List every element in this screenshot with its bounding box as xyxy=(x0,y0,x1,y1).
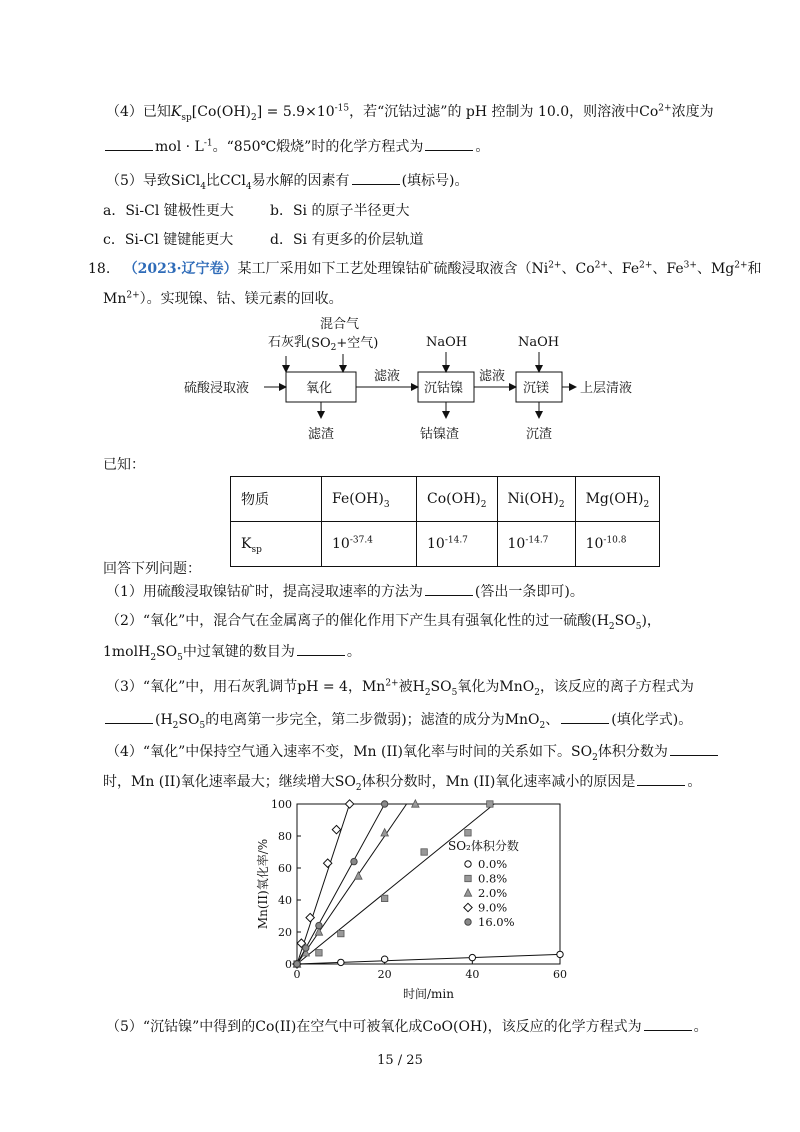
sub-question-3-line1: （3）“氧化”中，用石灰乳调节pH = 4，$Mn^{2+}$被$H_2SO_5$氧化为MnO$_2$，该反应的离子方程式为 xyxy=(106,678,694,698)
q4-line1: （4）已知$K_{sp}[Co(OH)_2] = 5.9\times 10^{-15}$，若“沉钴过滤”的 pH 控制为 10.0，则溶液中$Co^{2+}$浓度为 xyxy=(106,103,714,123)
option-b: b．Si 的原子半径更大 xyxy=(270,203,410,219)
process-flow-diagram xyxy=(180,312,660,444)
known-label: 已知： xyxy=(103,457,145,473)
q18-line1: 18. （2023·辽宁卷）某工厂采用如下工艺处理镍钴矿硫酸浸取液含（$Ni^{2+}$、$Co^{2+}$、$Fe^{2+}$、$Fe^{3+}$、$Mg^{2+}$和 xyxy=(88,260,762,277)
table-cell: $10^{-37.4}$ xyxy=(322,522,417,567)
data-point xyxy=(294,961,300,967)
y-tick-label: 40 xyxy=(278,894,292,907)
answer-blank[interactable] xyxy=(644,1017,692,1031)
answer-blank[interactable] xyxy=(297,642,345,656)
answer-blank[interactable] xyxy=(352,171,400,185)
series-fit-line xyxy=(297,804,350,964)
naoh-label-2: NaOH xyxy=(518,335,560,350)
series-fit-line xyxy=(297,804,385,964)
y-tick-label: 60 xyxy=(278,862,292,875)
residue-label-1: 滤渣 xyxy=(308,427,335,442)
series-fit-line xyxy=(297,804,494,964)
x-tick-label: 0 xyxy=(293,968,301,981)
data-point xyxy=(381,956,387,962)
sub-question-4-line2: 时，Mn (II)氧化速率最大；继续增大$SO_2$体积分数时，Mn (II)氧化速率减小的原因是 。 xyxy=(103,774,702,793)
supernatant-label: 上层清液 xyxy=(580,381,633,396)
data-point xyxy=(338,930,344,936)
sub-question-3-line2: ($H_2SO_5$的电离第一步完全，第二步微弱)；滤渣的成分为MnO$_2$、 (填化学式)。 xyxy=(103,710,692,729)
legend-label: 0.0% xyxy=(478,857,508,871)
option-c: c．Si-Cl 键键能更大 xyxy=(103,232,234,248)
residue-label-2: 钴镍渣 xyxy=(420,427,460,442)
series-fit-line xyxy=(297,804,407,964)
lime-milk-label: 石灰乳 xyxy=(268,335,308,350)
answer-blank[interactable] xyxy=(425,582,473,596)
data-point xyxy=(421,849,427,855)
answer-blank[interactable] xyxy=(425,137,473,151)
answer-intro: 回答下列问题： xyxy=(103,561,201,577)
filtrate-label-2: 滤液 xyxy=(479,369,506,384)
option-d: d．Si 有更多的价层轨道 xyxy=(270,232,424,248)
legend-marker xyxy=(465,875,471,881)
legend-marker xyxy=(465,919,471,925)
feed-label: 硫酸浸取液 xyxy=(184,381,250,396)
data-point xyxy=(355,872,362,879)
data-point xyxy=(381,895,387,901)
answer-blank[interactable] xyxy=(561,710,609,724)
q4-line2: mol · $L^{-1}$。“850℃煅烧”时的化学方程式为 。 xyxy=(103,137,489,156)
table-cell: $10^{-14.7}$ xyxy=(497,522,575,567)
sub-question-2-line2: $1molH_2SO_5$中过氧键的数目为 。 xyxy=(103,644,361,663)
answer-blank[interactable] xyxy=(670,742,718,756)
data-point xyxy=(316,922,322,928)
q5-line1: （5）导致SiCl$_4$比CCl$_4$易水解的因素有 (填标号)。 xyxy=(106,173,469,192)
x-tick-label: 60 xyxy=(553,968,567,981)
y-axis-label: Mn(II)氧化率/% xyxy=(256,838,270,930)
legend-marker xyxy=(464,889,471,896)
table-header-cell: $Fe(OH)_3$ xyxy=(322,477,417,522)
series-fit-line xyxy=(297,954,560,964)
data-point xyxy=(351,858,357,864)
answer-blank[interactable] xyxy=(105,137,153,151)
data-point xyxy=(338,959,344,965)
page-number: 15 / 25 xyxy=(377,1053,423,1068)
series-0 xyxy=(294,951,563,967)
data-point xyxy=(487,801,493,807)
legend-label: 0.8% xyxy=(478,871,508,886)
mixed-gas-label: 混合气 xyxy=(320,317,360,332)
oxidation-rate-chart xyxy=(240,796,580,1006)
sub-question-1: （1）用硫酸浸取镍钴矿时，提高浸取速率的方法为 (答出一条即可)。 xyxy=(106,584,584,600)
question-source: （2023·辽宁卷） xyxy=(123,261,238,277)
legend-title: SO₂体积分数 xyxy=(448,839,519,853)
legend-marker xyxy=(465,861,471,867)
co-ni-precipitation-label: 沉钴镍 xyxy=(424,381,464,396)
table-row xyxy=(231,477,660,522)
y-tick-label: 0 xyxy=(285,958,292,971)
table-cell: $K_{sp}$ xyxy=(231,522,322,567)
table-header-cell: $Ni(OH)_2$ xyxy=(497,477,575,522)
legend-label: 16.0% xyxy=(478,915,515,929)
naoh-label-1: NaOH xyxy=(426,335,468,350)
table-row xyxy=(231,522,660,567)
filtrate-label-1: 滤液 xyxy=(374,369,401,384)
data-point xyxy=(345,800,353,808)
series-4 xyxy=(294,801,388,967)
y-tick-label: 80 xyxy=(278,830,292,843)
legend-label: 9.0% xyxy=(478,900,508,915)
table-header-cell: $Co(OH)_2$ xyxy=(417,477,498,522)
data-point xyxy=(557,951,563,957)
gas-composition-label: ($SO_2+$空气) xyxy=(306,336,379,353)
ksp-table xyxy=(230,476,660,567)
series-2 xyxy=(293,800,419,967)
data-point xyxy=(381,801,387,807)
series-1 xyxy=(294,801,494,967)
sub-question-4-line1: （4）“氧化”中保持空气通入速率不变，Mn (II)氧化率与时间的关系如下。$SO_2$体积分数为 xyxy=(106,742,720,761)
y-tick-label: 100 xyxy=(271,798,292,811)
y-tick-label: 20 xyxy=(278,926,292,939)
option-a: a．Si-Cl 键极性更大 xyxy=(103,203,234,219)
legend-marker xyxy=(464,903,472,911)
data-point xyxy=(332,825,340,833)
sub-question-2-line1: （2）“氧化”中，混合气在金属离子的催化作用下产生具有强氧化性的过一硫酸$(H_2SO_5)$， xyxy=(106,613,661,632)
answer-blank[interactable] xyxy=(105,710,153,724)
sub-question-5: （5）“沉钴镍”中得到的Co(II)在空气中可被氧化成CoO(OH)，该反应的化学方程式为 。 xyxy=(106,1019,708,1035)
legend-label: 2.0% xyxy=(478,886,508,900)
question-number: 18. xyxy=(88,261,111,277)
data-point xyxy=(303,945,309,951)
oxidation-label: 氧化 xyxy=(306,381,333,396)
x-tick-label: 20 xyxy=(377,968,392,981)
q18-line2: $Mn^{2+}$）。实现镍、钴、镁元素的回收。 xyxy=(103,290,343,307)
x-tick-label: 40 xyxy=(465,968,480,981)
answer-blank[interactable] xyxy=(637,772,685,786)
data-point xyxy=(316,950,322,956)
residue-label-3: 沉渣 xyxy=(526,427,553,442)
table-header-cell: $Mg(OH)_2$ xyxy=(575,477,660,522)
mg-precipitation-label: 沉镁 xyxy=(523,381,550,396)
data-point xyxy=(465,830,471,836)
data-point xyxy=(469,954,475,960)
table-cell: $10^{-14.7}$ xyxy=(417,522,498,567)
table-cell: $10^{-10.8}$ xyxy=(575,522,660,567)
x-axis-label: 时间/min xyxy=(403,987,454,1001)
table-header-cell: 物质 xyxy=(231,477,322,522)
